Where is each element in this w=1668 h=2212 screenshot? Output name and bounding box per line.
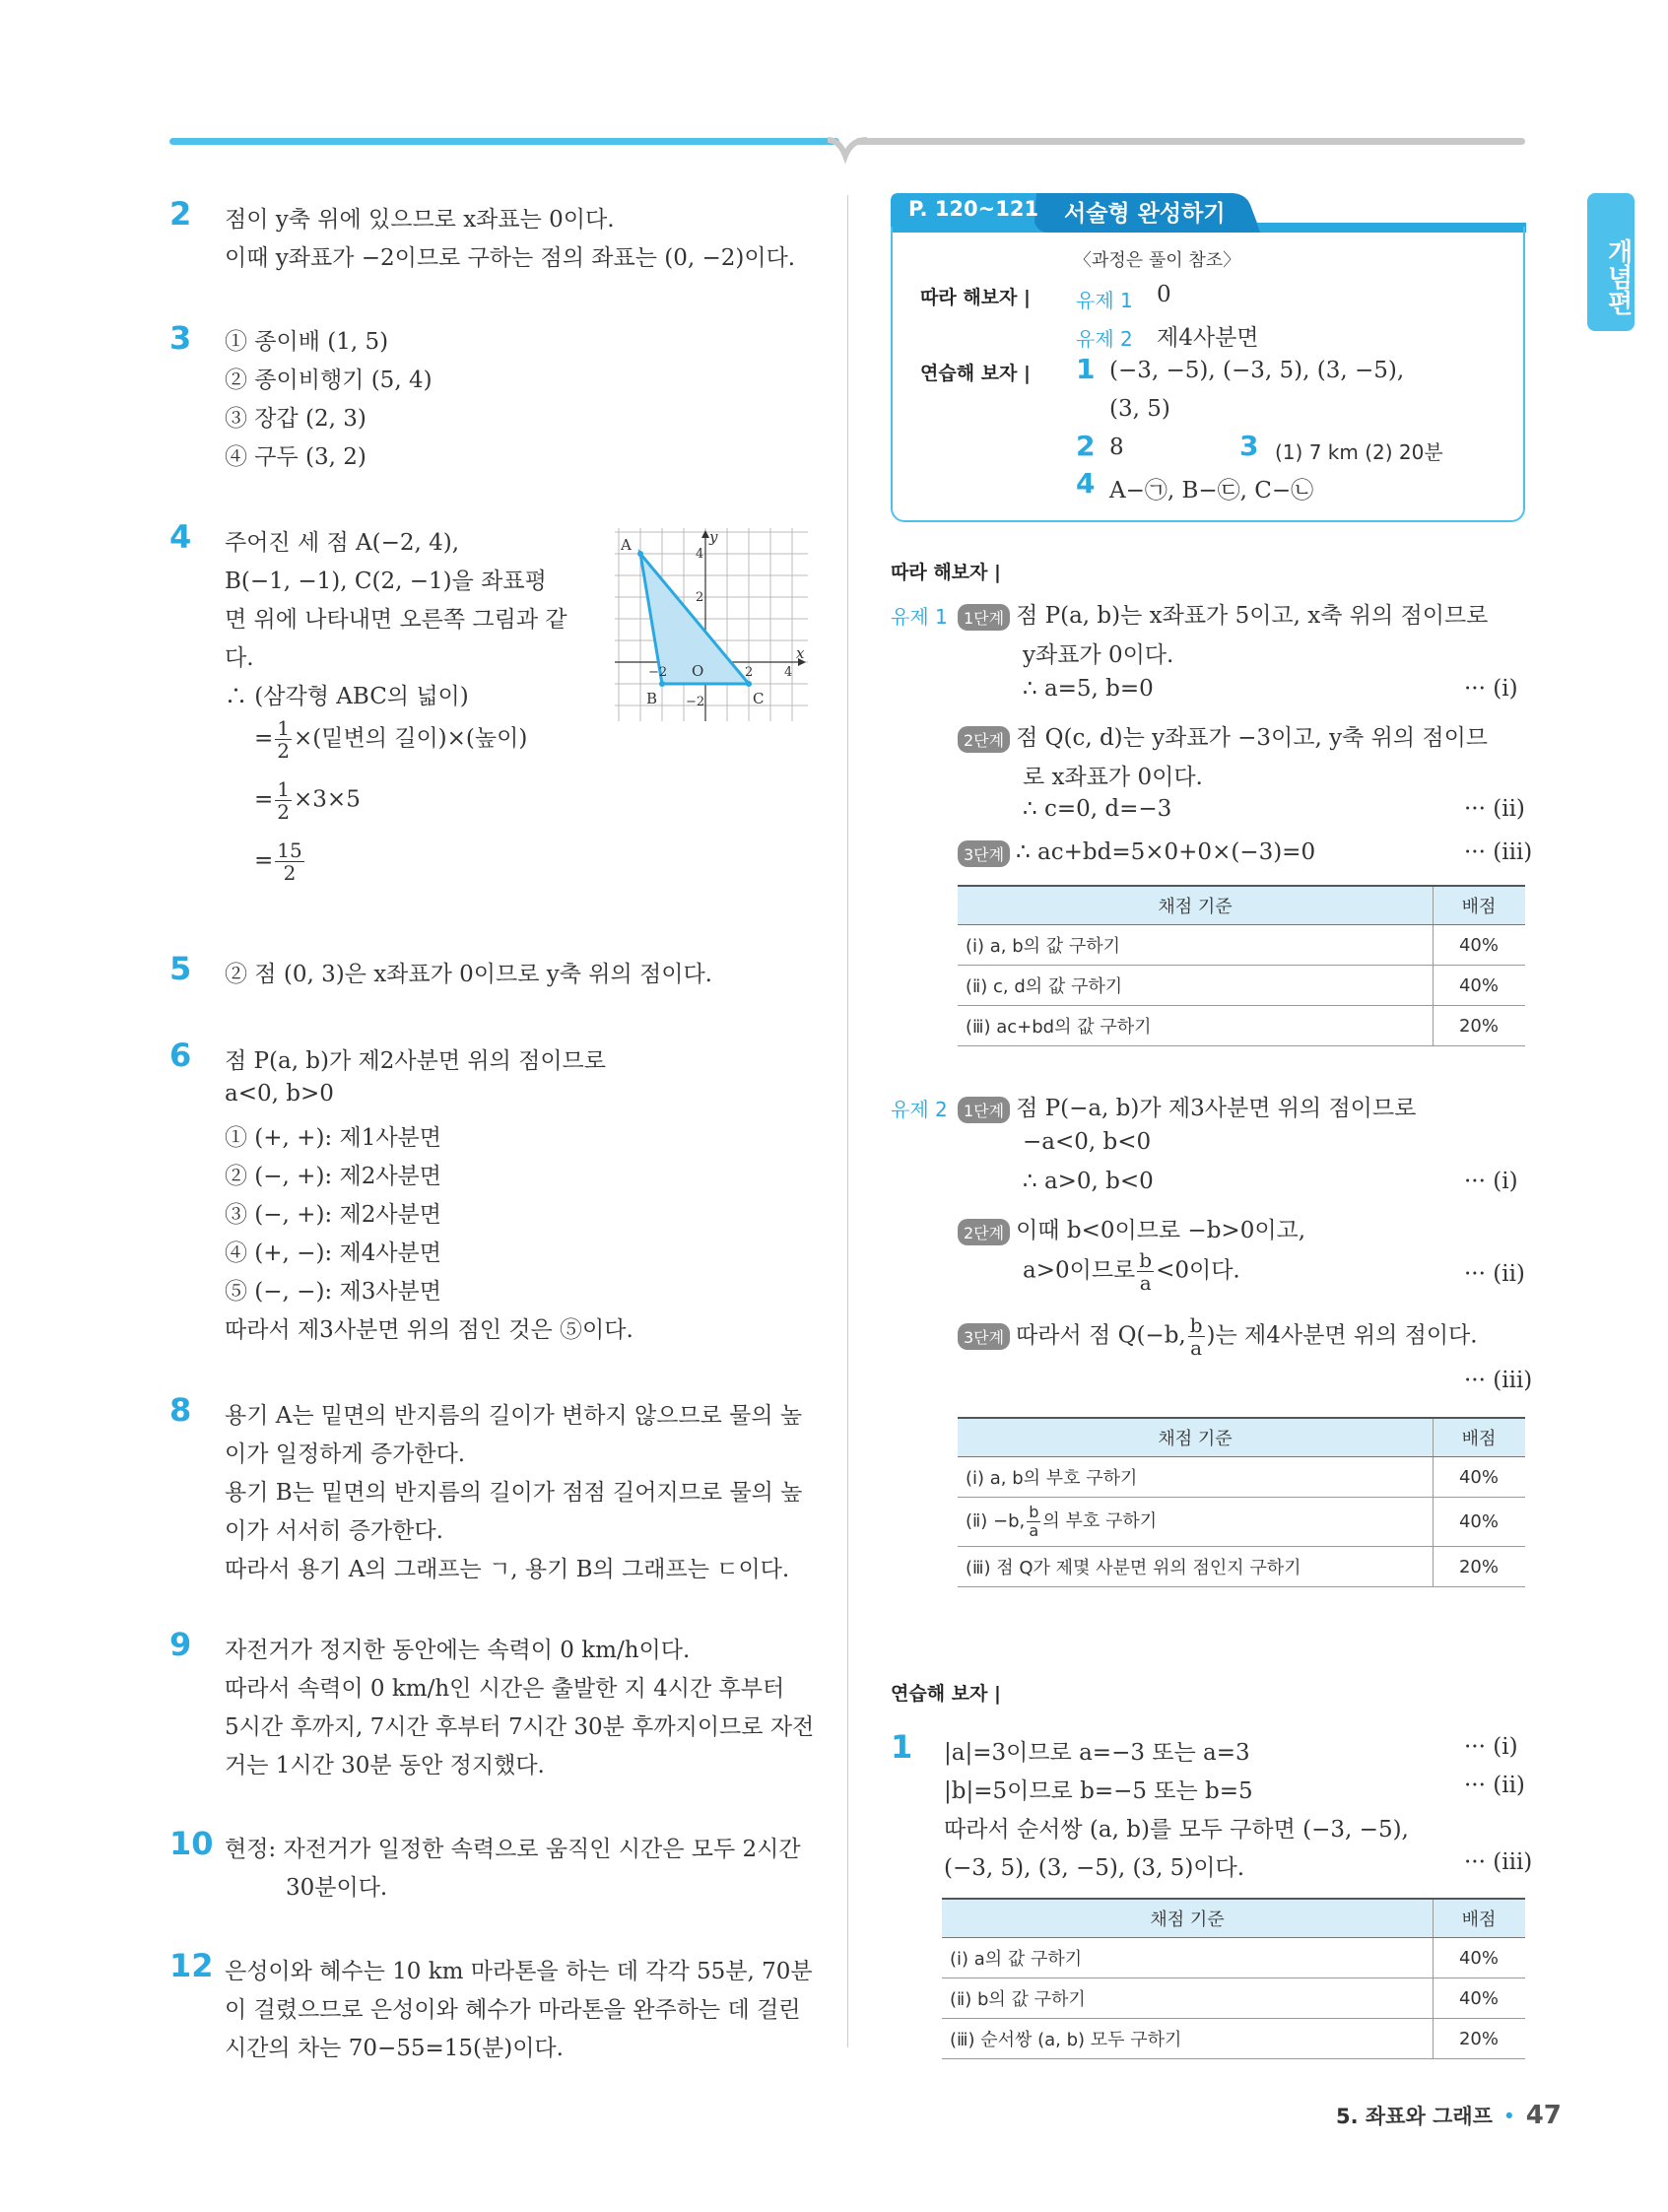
graph-tick-m2x: −2: [648, 665, 668, 680]
box-u1-value: 0: [1157, 282, 1171, 307]
follow-u1-s3-line1: 3단계 ∴ ac+bd=5×0+0×(−3)=0: [958, 839, 1315, 867]
practice-mark1: ··· (ⅰ): [1464, 1734, 1518, 1760]
footer-bullet: •: [1502, 2105, 1516, 2128]
q9-line1: 자전거가 정지한 동안에는 속력이 0 km/h이다.: [225, 1638, 691, 1663]
practice-line3: 따라서 순서쌍 (a, b)를 모두 구하면 (−3, −5),: [944, 1817, 1409, 1843]
follow-u2-mark3: ··· (ⅲ): [1464, 1368, 1533, 1393]
follow-u1-label: 유제 1: [891, 605, 948, 629]
follow-u1-rubric: 채점 기준 배점 (ⅰ) a, b의 값 구하기 40% (ⅱ) c, d의 값 구하기 40% (ⅲ) ac+bd의 값 구하기 20%: [958, 885, 1525, 1046]
q6-line3: ① (+, +): 제1사분면: [225, 1125, 441, 1151]
q6-number: 6: [169, 1037, 192, 1074]
follow-u2-s2-line2: a>0이므로 $\frac{b}{a}$ <0이다.: [1023, 1248, 1240, 1295]
practice-mark3: ··· (ⅲ): [1464, 1849, 1533, 1875]
header-bar-right: [855, 138, 1525, 145]
graph-tick-m2y: −2: [686, 695, 705, 709]
table-row: (ⅲ) 순서쌍 (a, b) 모두 구하기 20%: [942, 2019, 1525, 2059]
box-p3-value: (1) 7 km (2) 20분: [1275, 440, 1443, 464]
q8-line4: 이가 서서히 증가한다.: [225, 1518, 443, 1544]
practice-title: 연습해 보자 |: [891, 1683, 1001, 1705]
box-practice-label: 연습해 보자 |: [920, 363, 1031, 384]
practice-rubric: 채점 기준 배점 (ⅰ) a의 값 구하기 40% (ⅱ) b의 값 구하기 40% (ⅲ) 순서쌍 (a, b) 모두 구하기 20%: [942, 1898, 1525, 2059]
q12-line1: 은성이와 혜수는 10 km 마라톤을 하는 데 각각 55분, 70분: [225, 1959, 813, 1984]
q6-line8: 따라서 제3사분면 위의 점인 것은 ⑤이다.: [225, 1317, 634, 1343]
q6-line4: ② (−, +): 제2사분면: [225, 1164, 441, 1189]
practice-line1: |a|=3이므로 a=−3 또는 a=3: [944, 1740, 1250, 1766]
q9-number: 9: [169, 1626, 192, 1663]
box-p1-number: 1: [1076, 353, 1096, 385]
header-notch: [828, 136, 867, 166]
step-badge: 2단계: [958, 1219, 1010, 1245]
q8-number: 8: [169, 1391, 192, 1429]
q3-line2: ② 종이비행기 (5, 4): [225, 368, 433, 393]
q4-eq2: = $\frac{1}{2}$ ×3×5: [254, 777, 361, 824]
q10-number: 10: [169, 1825, 214, 1862]
table-row: (ⅰ) a의 값 구하기 40%: [942, 1938, 1525, 1978]
follow-u2-s3-line1: 3단계 따라서 점 Q(−b, $\frac{b}{a}$ )는 제4사분면 위의 점이다.: [958, 1314, 1478, 1359]
page-number: 47: [1525, 2101, 1562, 2130]
q6-line1: 점 P(a, b)가 제2사분면 위의 점이므로: [225, 1048, 606, 1074]
q4-number: 4: [169, 518, 192, 556]
q2-number: 2: [169, 195, 192, 233]
box-p4-number: 4: [1076, 467, 1096, 500]
q4-line5: ∴ (삼각형 ABC의 넓이): [225, 684, 469, 709]
section-pages: P. 120~121: [908, 197, 1039, 221]
follow-u2-mark2: ··· (ⅱ): [1464, 1261, 1525, 1287]
step-badge: 1단계: [958, 1097, 1010, 1123]
q3-line4: ④ 구두 (3, 2): [225, 444, 367, 470]
q2-line2: 이때 y좌표가 −2이므로 구하는 점의 좌표는 (0, −2)이다.: [225, 245, 796, 271]
table-row: (ⅱ) c, d의 값 구하기 40%: [958, 966, 1525, 1006]
follow-u2-s1-line1: 1단계 점 P(−a, b)가 제3사분면 위의 점이므로: [958, 1090, 1416, 1123]
follow-u2-s1-line3: ∴ a>0, b<0: [1023, 1169, 1154, 1194]
box-u2-value: 제4사분면: [1157, 325, 1259, 351]
section-title: 서술형 완성하기: [1064, 201, 1226, 227]
table-row: (ⅲ) 점 Q가 제몇 사분면 위의 점인지 구하기 20%: [958, 1547, 1525, 1587]
q4-line1: 주어진 세 점 A(−2, 4),: [225, 530, 460, 556]
follow-u2-rubric: 채점 기준 배점 (ⅰ) a, b의 부호 구하기 40% (ⅱ) −b, $\frac{b}{a}$ 의 부호 구하기 40% (ⅲ) 점 Q가 제몇 사분면 위의 점인지 구하기 20%: [958, 1417, 1525, 1587]
follow-u1-mark3: ··· (ⅲ): [1464, 839, 1533, 865]
table-row: (ⅲ) ac+bd의 값 구하기 20%: [958, 1006, 1525, 1046]
q12-line3: 시간의 차는 70−55=15(분)이다.: [225, 2036, 564, 2061]
graph-tick-2y: 2: [696, 590, 704, 605]
follow-u1-mark2: ··· (ⅱ): [1464, 796, 1525, 822]
q8-line1: 용기 A는 밑면의 반지름의 길이가 변하지 않으므로 물의 높: [225, 1403, 803, 1429]
q12-number: 12: [169, 1947, 214, 1984]
q5-number: 5: [169, 950, 192, 987]
follow-u2-label: 유제 2: [891, 1098, 948, 1121]
step-badge: 3단계: [958, 840, 1010, 867]
step-badge: 1단계: [958, 604, 1010, 631]
q12-line2: 이 걸렸으므로 은성이와 혜수가 마라톤을 완주하는 데 걸린: [225, 1997, 801, 2023]
q4-eq3: = $\frac{15}{2}$: [254, 838, 302, 885]
q9-line3: 5시간 후까지, 7시간 후부터 7시간 30분 후까지이므로 자전: [225, 1714, 815, 1740]
practice-mark2: ··· (ⅱ): [1464, 1773, 1525, 1798]
box-p1-value: (−3, −5), (−3, 5), (3, −5),: [1109, 358, 1405, 383]
q6-line5: ③ (−, +): 제2사분면: [225, 1202, 441, 1228]
graph-axis-y: y: [709, 528, 718, 546]
graph-label-A: A: [621, 536, 632, 554]
q4-eq1: = $\frac{1}{2}$ ×(밑변의 길이)×(높이): [254, 716, 528, 763]
graph-axis-x: x: [796, 644, 805, 662]
follow-u1-s2-line1: 2단계 점 Q(c, d)는 y좌표가 −3이고, y축 위의 점이므: [958, 719, 1488, 753]
follow-u1-s1-line2: y좌표가 0이다.: [1023, 642, 1174, 668]
graph-label-B: B: [646, 690, 658, 707]
follow-u1-s1-line3: ∴ a=5, b=0: [1023, 676, 1154, 702]
box-p4-value: A−㉠, B−㉢, C−㉡: [1109, 478, 1314, 503]
table-row: (ⅰ) a, b의 부호 구하기 40%: [958, 1457, 1525, 1498]
table-row: (ⅱ) −b, $\frac{b}{a}$ 의 부호 구하기 40%: [958, 1498, 1525, 1547]
box-p2-value: 8: [1109, 435, 1124, 460]
box-u1-label: 유제 1: [1076, 289, 1133, 312]
graph-tick-4x: 4: [784, 665, 793, 680]
graph-tick-4y: 4: [696, 547, 704, 562]
q6-line7: ⑤ (−, −): 제3사분면: [225, 1279, 441, 1305]
column-divider: [847, 195, 848, 2047]
q4-line4: 다.: [225, 645, 254, 671]
side-tab: 개념편: [1587, 193, 1635, 331]
q10-line1: 현정: 자전거가 일정한 속력으로 움직인 시간은 모두 2시간: [225, 1837, 801, 1862]
graph-label-C: C: [753, 690, 765, 707]
follow-u2-s2-line1: 2단계 이때 b<0이므로 −b>0이고,: [958, 1212, 1305, 1245]
follow-u2-mark1: ··· (ⅰ): [1464, 1169, 1518, 1194]
table-row: (ⅱ) b의 값 구하기 40%: [942, 1978, 1525, 2019]
q4-line3: 면 위에 나타내면 오른쪽 그림과 같: [225, 607, 567, 633]
follow-u2-s1-line2: −a<0, b<0: [1023, 1129, 1152, 1155]
q5-line1: ② 점 (0, 3)은 x좌표가 0이므로 y축 위의 점이다.: [225, 962, 712, 987]
step-badge: 2단계: [958, 726, 1010, 753]
q3-line1: ① 종이배 (1, 5): [225, 329, 389, 355]
graph-label-O: O: [692, 662, 704, 680]
box-p3-number: 3: [1239, 430, 1259, 462]
q6-line6: ④ (+, −): 제4사분면: [225, 1240, 441, 1266]
practice-number: 1: [891, 1728, 913, 1766]
practice-line2: |b|=5이므로 b=−5 또는 b=5: [944, 1778, 1253, 1804]
box-p2-number: 2: [1076, 430, 1096, 462]
follow-title: 따라 해보자 |: [891, 562, 1001, 583]
practice-line4: (−3, 5), (3, −5), (3, 5)이다.: [944, 1855, 1245, 1881]
footer: [1336, 2101, 1562, 2130]
follow-u1-s2-line3: ∴ c=0, d=−3: [1023, 796, 1172, 822]
follow-u1-s2-line2: 로 x좌표가 0이다.: [1023, 765, 1203, 790]
q4-coordinate-graph: [615, 528, 808, 721]
table-row: (ⅰ) a, b의 값 구하기 40%: [958, 925, 1525, 966]
q3-line3: ③ 장갑 (2, 3): [225, 406, 367, 432]
q3-number: 3: [169, 319, 192, 357]
q8-line5: 따라서 용기 A의 그래프는 ㄱ, 용기 B의 그래프는 ㄷ이다.: [225, 1557, 790, 1582]
box-note: 〈과정은 풀이 참조〉: [1074, 250, 1241, 271]
q8-line3: 용기 B는 밑면의 반지름의 길이가 점점 길어지므로 물의 높: [225, 1480, 803, 1506]
step-badge: 3단계: [958, 1323, 1010, 1350]
q9-line4: 거는 1시간 30분 동안 정지했다.: [225, 1753, 545, 1778]
follow-u1-s1-line1: 1단계 점 P(a, b)는 x좌표가 5이고, x축 위의 점이므로: [958, 597, 1488, 631]
q6-line2: a<0, b>0: [225, 1081, 334, 1106]
q8-line2: 이가 일정하게 증가한다.: [225, 1441, 466, 1467]
follow-u1-mark1: ··· (ⅰ): [1464, 676, 1518, 702]
q2-line1: 점이 y축 위에 있으므로 x좌표는 0이다.: [225, 207, 615, 233]
header-bar-left: [169, 138, 839, 145]
graph-tick-2x: 2: [745, 665, 754, 680]
q9-line2: 따라서 속력이 0 km/h인 시간은 출발한 지 4시간 후부터: [225, 1676, 785, 1702]
box-u2-label: 유제 2: [1076, 327, 1133, 351]
box-follow-label: 따라 해보자 |: [920, 287, 1031, 308]
q10-line2: 30분이다.: [286, 1875, 388, 1901]
q4-line2: B(−1, −1), C(2, −1)을 좌표평: [225, 569, 547, 594]
footer-chapter: 5. 좌표와 그래프: [1336, 2105, 1493, 2128]
box-p1-value2: (3, 5): [1109, 396, 1170, 422]
